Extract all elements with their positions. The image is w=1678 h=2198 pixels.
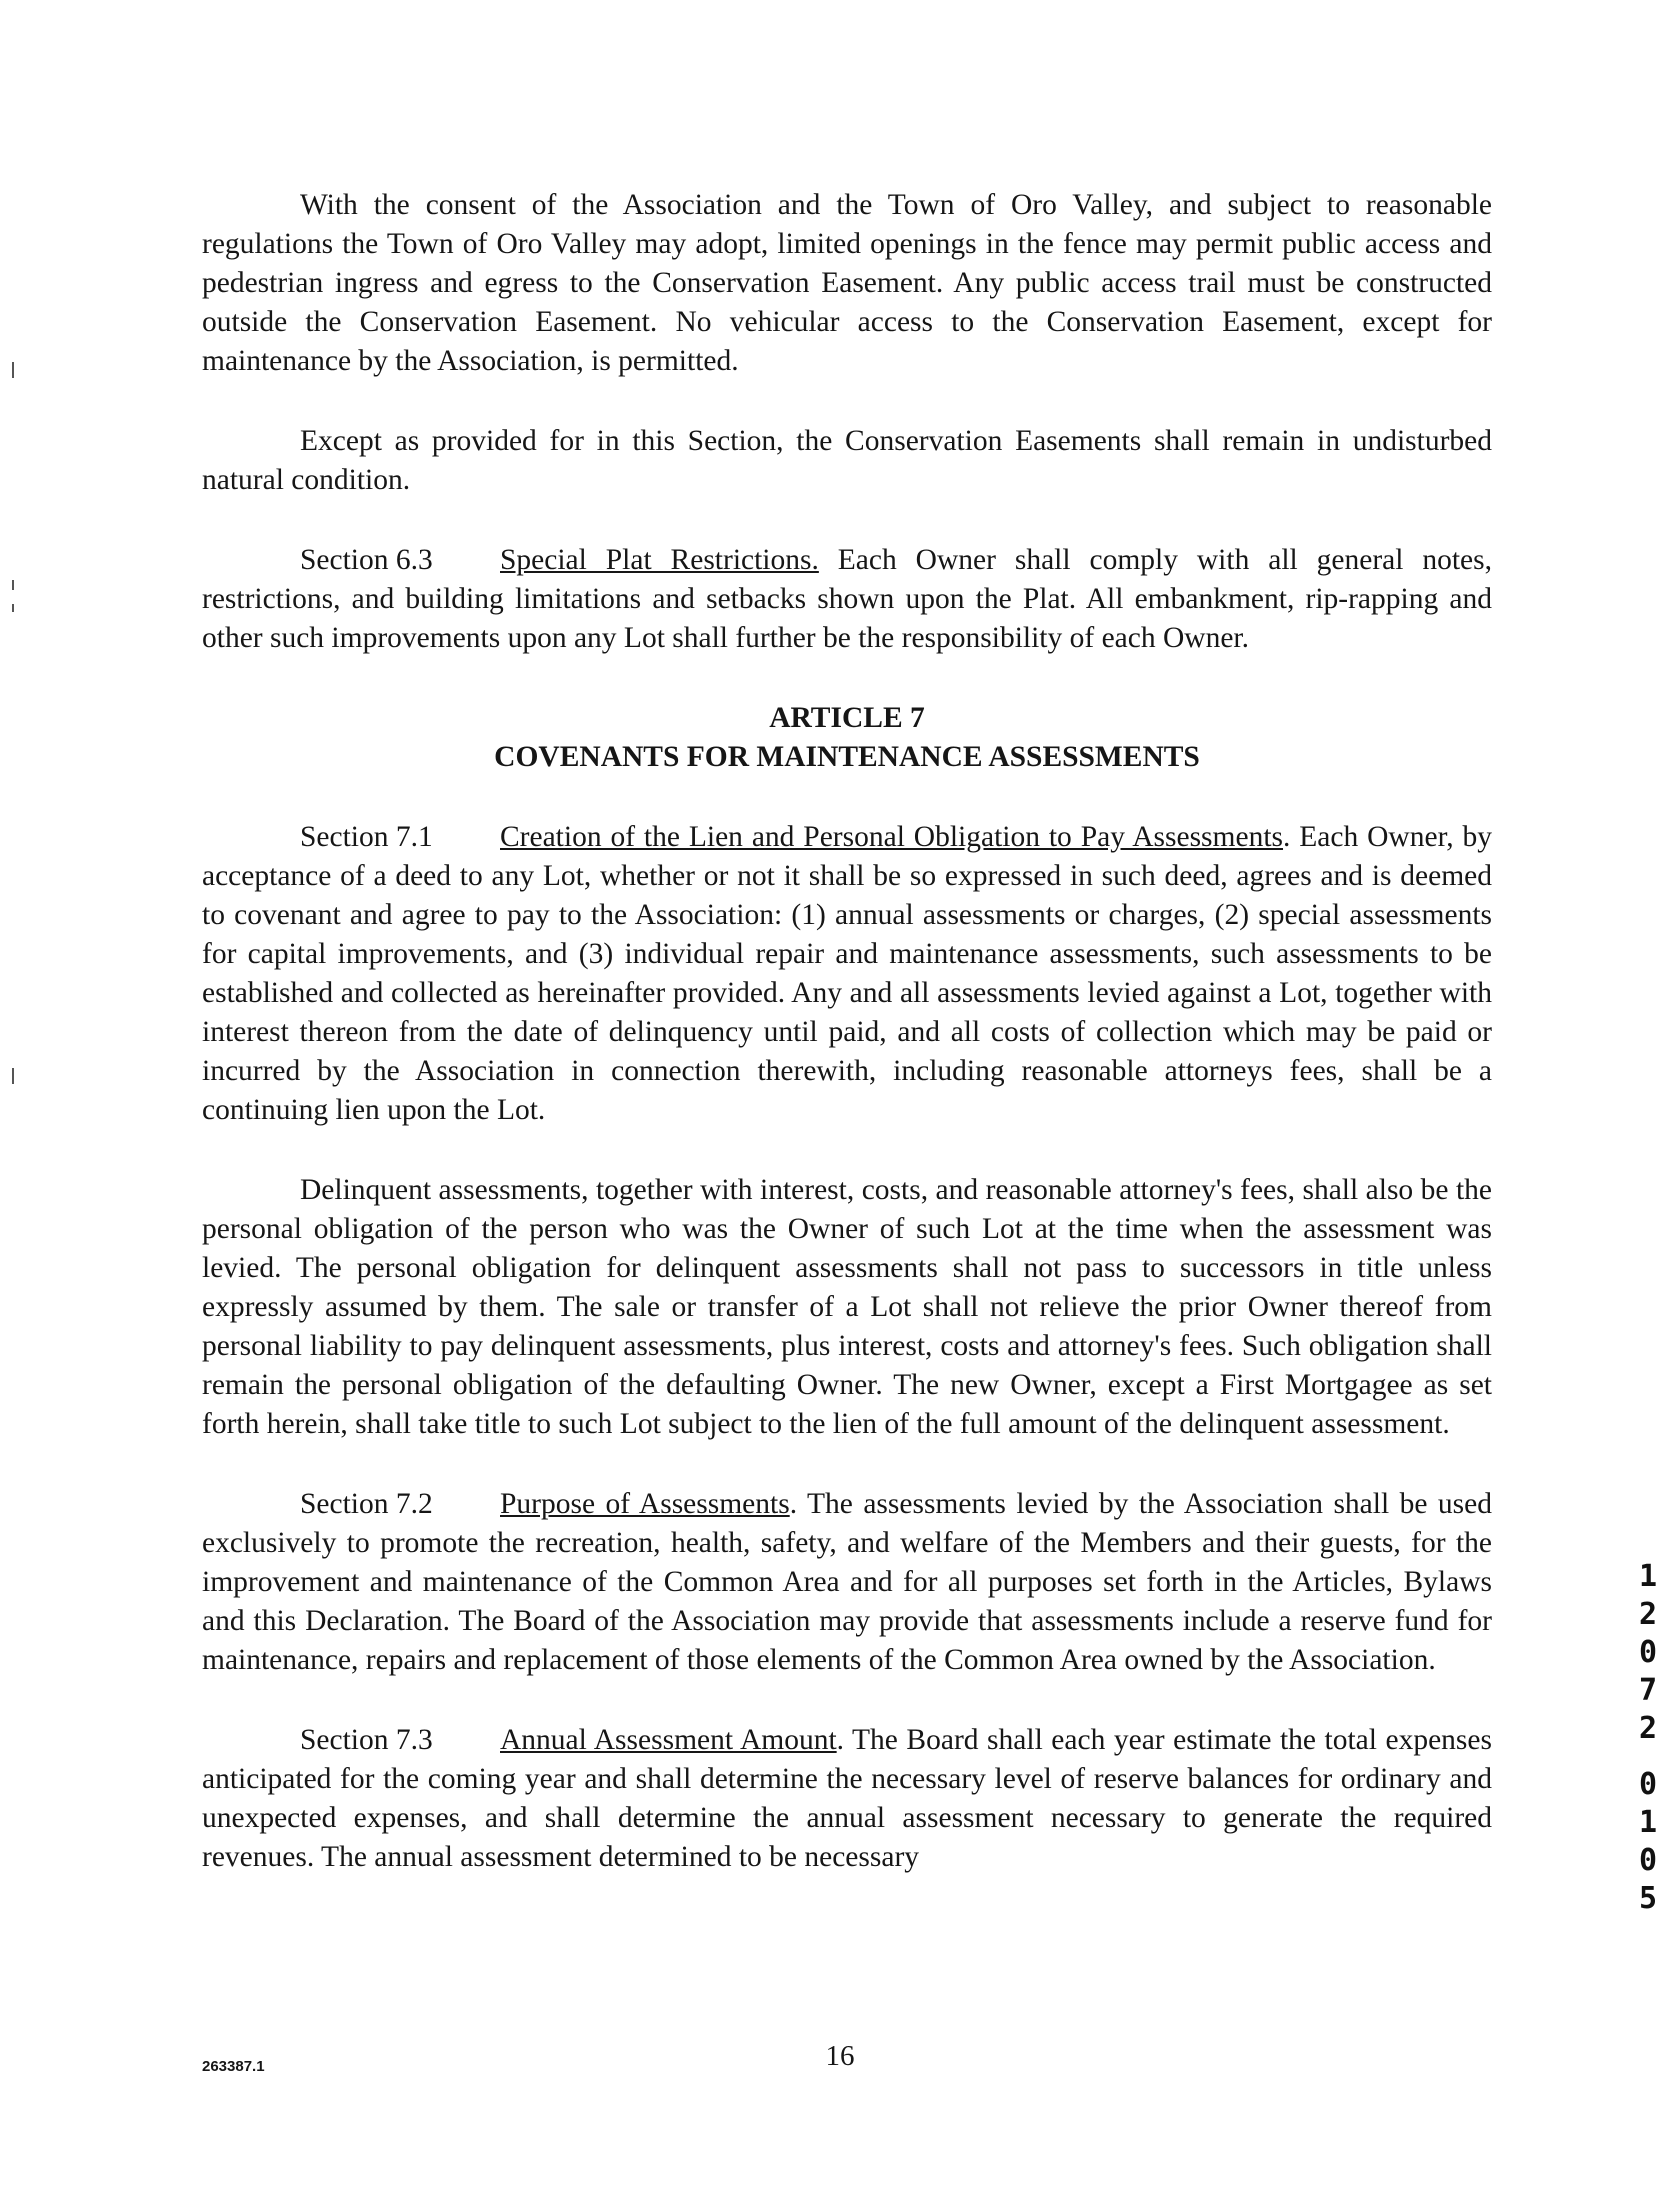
paragraph-conservation-condition: Except as provided for in this Section, the Conservation Easements shall remain in undisturbed natural condition. (202, 425, 1492, 496)
section-text: . The Board shall each year estimate the total expenses anticipated for the coming year and shall determine the necessary level of reserve balances for ordinary and unexpected expenses, and shall determine the annual assessment necessary to generate the required revenues. The annual assessment determined to be necessary (202, 1724, 1492, 1873)
section-7-2 (202, 1485, 1492, 1680)
stamp-digit: 5 (1638, 1881, 1658, 1916)
section-title: Purpose of Assessments (500, 1488, 790, 1520)
stamp-digit: 0 (1638, 1635, 1658, 1670)
stamp-digit: 2 (1638, 1597, 1658, 1632)
section-7-1-continuation: Delinquent assessments, together with interest, costs, and reasonable attorney's fees, shall also be the personal obligation of the person who was the Owner of such Lot at the time when the assessment was levied. The personal obligation for delinquent assessments shall not pass to successors in title unless expressly assumed by them. The sale or transfer of a Lot shall not relieve the prior Owner thereof from personal liability to pay delinquent assessments, plus interest, costs and attorney's fees. Such obligation shall remain the personal obligation of the defaulting Owner. The new Owner, except a First Mortgagee as set forth herein, shall take title to such Lot subject to the lien of the full amount of the delinquent assessment. (202, 1174, 1492, 1440)
section-text: . Each Owner, by acceptance of a deed to any Lot, whether or not it shall be so expressed in such deed, agrees and is deemed to covenant and agree to pay to the Association: (1) annual assessments or charges, (2) special assessments for capital improvements, and (3) individual repair and maintenance assessments, such assessments to be established and collected as hereinafter provided. Any and all assessments levied against a Lot, together with interest thereon from the date of delinquency until paid, and all costs of collection which may be paid or incurred by the Association in connection therewith, including reasonable attorneys fees, shall be a continuing lien upon the Lot. (202, 821, 1492, 1126)
margin-mark (12, 1068, 14, 1084)
section-7-3 (202, 1721, 1492, 1877)
paragraph-conservation-access: With the consent of the Association and the Town of Oro Valley, and subject to reasonable regulations the Town of Oro Valley may adopt, limited openings in the fence may permit public access and pedestrian ingress and egress to the Conservation Easement. Any public access trail must be constructed outside the Conservation Easement. No vehicular access to the Conservation Easement, except for maintenance by the Association, is permitted. (202, 189, 1492, 377)
section-number: Section 7.1 (300, 821, 433, 853)
stamp-digit: 0 (1638, 1843, 1658, 1878)
margin-mark (12, 580, 14, 590)
section-number: Section 7.3 (300, 1724, 433, 1756)
section-number: Section 7.2 (300, 1488, 433, 1520)
section-7-1 (202, 818, 1492, 1130)
section-title: Special Plat Restrictions. (500, 544, 819, 576)
section-text: . The assessments levied by the Association shall be used exclusively to promote the recreation, health, safety, and welfare of the Members and their guests, for the improvement and maintenance of the Common Area and for all purposes set forth in the Articles, Bylaws and this Declaration. The Board of the Association may provide that assessments include a reserve fund for maintenance, repairs and replacement of those elements of the Common Area owned by the Association. (202, 1488, 1492, 1676)
section-title: Annual Assessment Amount (500, 1724, 837, 1756)
stamp-digit: 0 (1638, 1767, 1658, 1802)
document-id: 263387.1 (202, 2058, 265, 2075)
stamp-gap (1634, 1748, 1662, 1766)
stamp-digit: 7 (1638, 1673, 1658, 1708)
section-number: Section 6.3 (300, 544, 433, 576)
article-title: COVENANTS FOR MAINTENANCE ASSESSMENTS (494, 741, 1200, 773)
stamp-digit: 2 (1638, 1711, 1658, 1746)
article-heading (202, 699, 1492, 777)
document-body (202, 186, 1492, 1918)
page-number: 16 (825, 2040, 855, 2072)
section-title: Creation of the Lien and Personal Obligation to Pay Assessments (500, 821, 1284, 853)
recording-stamp (1634, 1558, 1662, 1918)
section-text: Each Owner shall comply with all general notes, restrictions, and building limitations and setbacks shown upon the Plat. All embankment, rip-rapping and other such improvements upon any Lot shall further be the responsibility of each Owner. (202, 544, 1492, 654)
margin-mark (12, 362, 14, 378)
stamp-digit: 1 (1638, 1805, 1658, 1840)
article-number: ARTICLE 7 (769, 702, 925, 734)
section-6-3 (202, 541, 1492, 658)
margin-mark (12, 604, 14, 612)
stamp-digit: 1 (1638, 1559, 1658, 1594)
